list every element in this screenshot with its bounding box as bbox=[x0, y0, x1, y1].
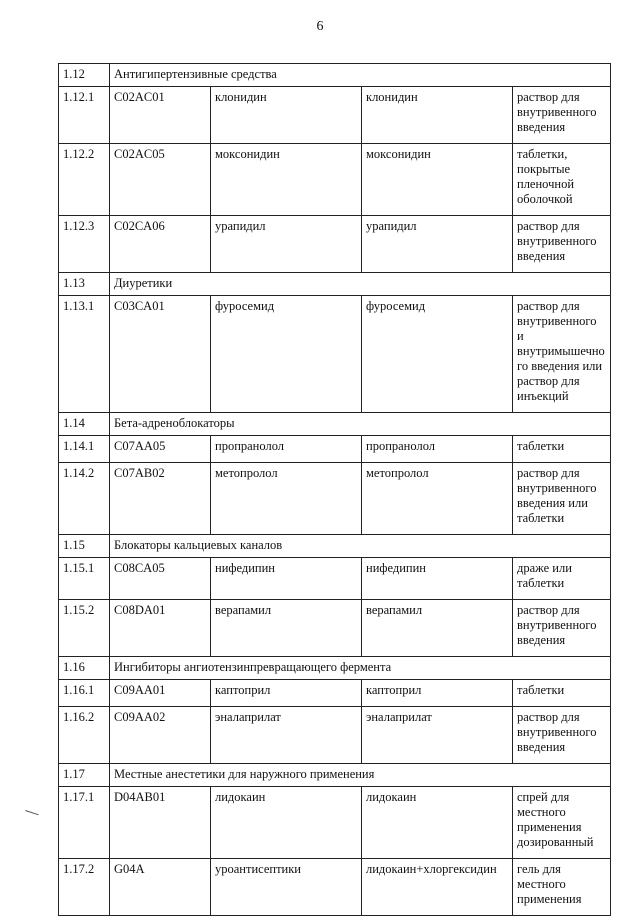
drug-inn: эналаприлат bbox=[362, 707, 513, 764]
dosage-form: таблетки bbox=[513, 436, 611, 463]
item-number: 1.12.1 bbox=[59, 87, 110, 144]
section-number: 1.13 bbox=[59, 273, 110, 296]
section-title: Местные анестетики для наружного применения bbox=[110, 764, 611, 787]
item-number: 1.12.2 bbox=[59, 144, 110, 216]
drug-group-name: метопролол bbox=[211, 463, 362, 535]
table-row bbox=[59, 87, 611, 144]
drug-group-name: лидокаин bbox=[211, 787, 362, 859]
section-row bbox=[59, 273, 611, 296]
atc-code: C08CA05 bbox=[110, 558, 211, 600]
atc-code: C08DA01 bbox=[110, 600, 211, 657]
dosage-form: драже или таблетки bbox=[513, 558, 611, 600]
section-title: Антигипертензивные средства bbox=[110, 64, 611, 87]
drug-inn: фуросемид bbox=[362, 296, 513, 413]
atc-code: C03CA01 bbox=[110, 296, 211, 413]
item-number: 1.13.1 bbox=[59, 296, 110, 413]
table-row bbox=[59, 144, 611, 216]
drug-group-name: эналаприлат bbox=[211, 707, 362, 764]
section-number: 1.12 bbox=[59, 64, 110, 87]
drug-group-name: каптоприл bbox=[211, 680, 362, 707]
dosage-form: раствор для внутривенного введения bbox=[513, 707, 611, 764]
table-row bbox=[59, 436, 611, 463]
section-title: Бета-адреноблокаторы bbox=[110, 413, 611, 436]
item-number: 1.15.2 bbox=[59, 600, 110, 657]
dosage-form: раствор для внутривенного введения bbox=[513, 600, 611, 657]
item-number: 1.16.1 bbox=[59, 680, 110, 707]
drug-inn: метопролол bbox=[362, 463, 513, 535]
table-row bbox=[59, 787, 611, 859]
atc-code: C09AA01 bbox=[110, 680, 211, 707]
dosage-form: раствор для внутривенного и внутримышечного введения или раствор для инъекций bbox=[513, 296, 611, 413]
drug-table bbox=[58, 63, 611, 916]
atc-code: C02AC05 bbox=[110, 144, 211, 216]
page-number: 6 bbox=[316, 19, 324, 34]
dosage-form: раствор для внутривенного введения bbox=[513, 216, 611, 273]
dosage-form: таблетки bbox=[513, 680, 611, 707]
drug-inn: урапидил bbox=[362, 216, 513, 273]
table-row bbox=[59, 216, 611, 273]
drug-group-name: урапидил bbox=[211, 216, 362, 273]
section-title: Ингибиторы ангиотензинпревращающего фермента bbox=[110, 657, 611, 680]
drug-inn: лидокаин+хлоргексидин bbox=[362, 859, 513, 916]
dosage-form: спрей для местного применения дозированный bbox=[513, 787, 611, 859]
drug-inn: верапамил bbox=[362, 600, 513, 657]
table-row bbox=[59, 296, 611, 413]
section-row bbox=[59, 413, 611, 436]
table-row bbox=[59, 463, 611, 535]
atc-code: C07AB02 bbox=[110, 463, 211, 535]
section-title: Блокаторы кальциевых каналов bbox=[110, 535, 611, 558]
table-row bbox=[59, 600, 611, 657]
section-row bbox=[59, 764, 611, 787]
drug-group-name: клонидин bbox=[211, 87, 362, 144]
section-title: Диуретики bbox=[110, 273, 611, 296]
atc-code: C02CA06 bbox=[110, 216, 211, 273]
item-number: 1.14.2 bbox=[59, 463, 110, 535]
drug-inn: моксонидин bbox=[362, 144, 513, 216]
drug-inn: лидокаин bbox=[362, 787, 513, 859]
drug-group-name: пропранолол bbox=[211, 436, 362, 463]
dosage-form: раствор для внутривенного введения bbox=[513, 87, 611, 144]
table-row bbox=[59, 558, 611, 600]
drug-inn: каптоприл bbox=[362, 680, 513, 707]
drug-group-name: уроантисептики bbox=[211, 859, 362, 916]
drug-table-body bbox=[59, 64, 611, 916]
drug-inn: нифедипин bbox=[362, 558, 513, 600]
atc-code: D04AB01 bbox=[110, 787, 211, 859]
scan-artifact bbox=[23, 810, 38, 821]
table-row bbox=[59, 707, 611, 764]
drug-group-name: верапамил bbox=[211, 600, 362, 657]
item-number: 1.15.1 bbox=[59, 558, 110, 600]
atc-code: C09AA02 bbox=[110, 707, 211, 764]
drug-group-name: моксонидин bbox=[211, 144, 362, 216]
section-row bbox=[59, 535, 611, 558]
item-number: 1.16.2 bbox=[59, 707, 110, 764]
item-number: 1.17.2 bbox=[59, 859, 110, 916]
drug-inn: клонидин bbox=[362, 87, 513, 144]
section-number: 1.16 bbox=[59, 657, 110, 680]
dosage-form: таблетки, покрытые пленочной оболочкой bbox=[513, 144, 611, 216]
table-row bbox=[59, 859, 611, 916]
section-number: 1.14 bbox=[59, 413, 110, 436]
dosage-form: раствор для внутривенного введения или таблетки bbox=[513, 463, 611, 535]
drug-group-name: нифедипин bbox=[211, 558, 362, 600]
section-row bbox=[59, 657, 611, 680]
dosage-form: гель для местного применения bbox=[513, 859, 611, 916]
section-row bbox=[59, 64, 611, 87]
drug-group-name: фуросемид bbox=[211, 296, 362, 413]
section-number: 1.15 bbox=[59, 535, 110, 558]
atc-code: G04A bbox=[110, 859, 211, 916]
drug-inn: пропранолол bbox=[362, 436, 513, 463]
item-number: 1.14.1 bbox=[59, 436, 110, 463]
item-number: 1.12.3 bbox=[59, 216, 110, 273]
section-number: 1.17 bbox=[59, 764, 110, 787]
atc-code: C02AC01 bbox=[110, 87, 211, 144]
item-number: 1.17.1 bbox=[59, 787, 110, 859]
atc-code: C07AA05 bbox=[110, 436, 211, 463]
table-row bbox=[59, 680, 611, 707]
